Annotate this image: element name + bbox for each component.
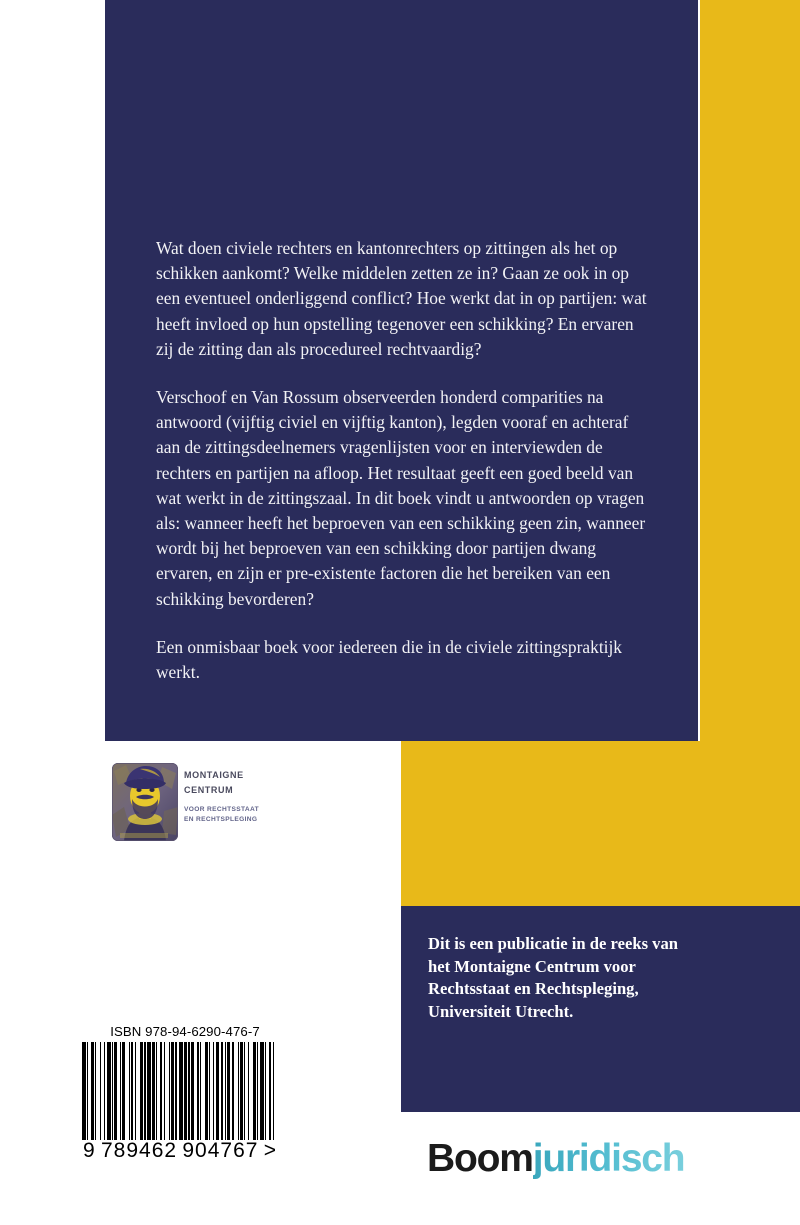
barcode-digits	[82, 1139, 278, 1163]
barcode-digit-group-3: 904767	[182, 1139, 259, 1162]
montaigne-subtitle-line1: VOOR RECHTSSTAAT	[184, 806, 259, 813]
blurb-paragraph-2: Verschoof en Van Rossum observeerden honderd comparities na antwoord (vijftig civiel en vijftig kanton), legden vooraf en achteraf aan de zittingsdeelnemers vragenlijsten voor en interviewden de rechters en partijen na afloop. Het resultaat geeft een goed beeld van wat werkt in de zittingszaal. In dit boek vindt u antwoorden op vragen als: wanneer heeft het beproeven van een schikking geen zin, wanneer wordt bij het beproeven van een schikking door partijen dwang ervaren, en zijn er pre-existente factoren die het bereiken van een schikking bevorderen?	[156, 387, 646, 609]
montaigne-centrum-logo	[112, 763, 292, 845]
montaigne-subtitle-line2: EN RECHTSPLEGING	[184, 815, 258, 823]
back-cover-blurb	[156, 236, 648, 685]
publisher-name-juridisch: juridisch	[532, 1137, 685, 1180]
barcode-bars	[82, 1042, 278, 1140]
montaigne-wordmark-line2: centrum	[184, 781, 234, 796]
yellow-lower-panel	[401, 741, 800, 906]
publisher-logo	[427, 1137, 684, 1181]
blurb-paragraph-3: Een onmisbaar boek voor iedereen die in de civiele zittingspraktijk werkt.	[156, 636, 623, 683]
montaigne-wordmark	[184, 767, 292, 824]
barcode-digit-group-2: 789462	[100, 1139, 178, 1162]
blurb-paragraph-1: Wat doen civiele rechters en kantonrechters op zittingen als het op schikken aankomt? Welke middelen zetten ze in? Gaan ze ook in op een eventueel onderliggend conflict? Hoe werkt dat in op partijen: wat heeft invloed op hun opstelling tegenover een schikking? En ervaren zij de zitting dan als procedureel rechtvaardig?	[156, 238, 647, 359]
isbn-barcode	[82, 1024, 278, 1160]
series-note-text: Dit is een publicatie in de reeks van het Montaigne Centrum voor Rechtsstaat en Rechtspleging, Universiteit Utrecht.	[428, 934, 678, 1021]
barcode-digit-group-1: 9	[83, 1139, 96, 1162]
montaigne-portrait-icon	[112, 763, 178, 841]
yellow-right-stripe	[700, 0, 800, 741]
isbn-label: ISBN 978-94-6290-476-7	[110, 1024, 260, 1039]
barcode-digit-group-4: >	[263, 1139, 277, 1162]
barcode-bar	[274, 1042, 278, 1140]
montaigne-wordmark-line1: montaigne	[184, 766, 244, 781]
publisher-name-boom: Boom	[427, 1137, 533, 1180]
